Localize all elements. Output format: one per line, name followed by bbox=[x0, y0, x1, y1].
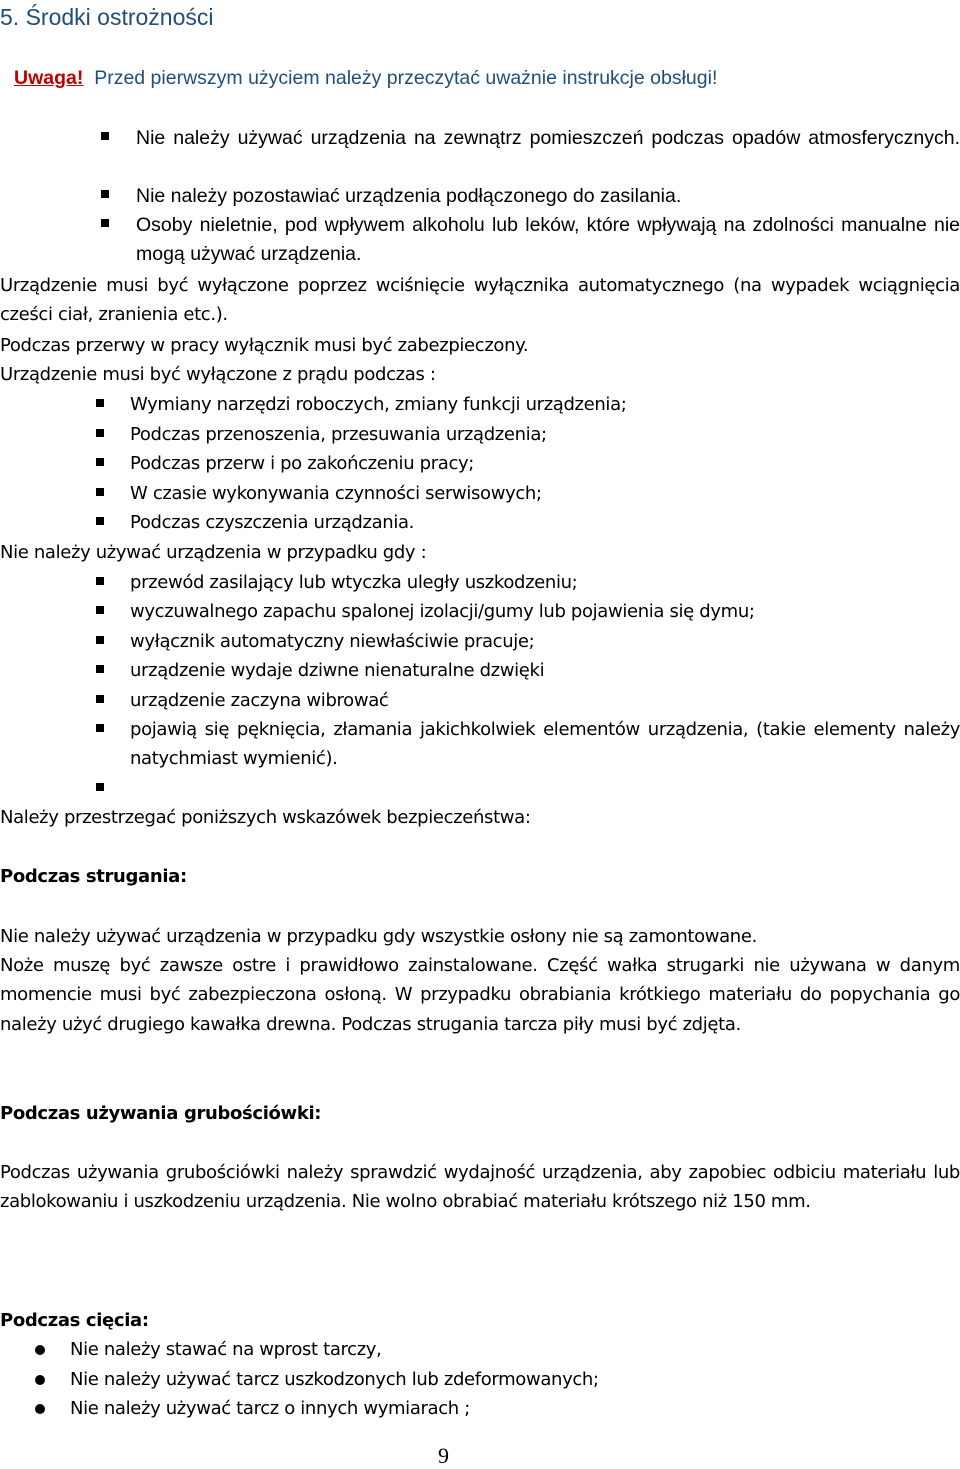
square-bullet-icon bbox=[96, 695, 104, 703]
square-bullet-icon bbox=[96, 724, 104, 732]
square-bullet-icon bbox=[96, 606, 104, 614]
list-item: przewód zasilający lub wtyczka uległy uszkodzeniu; bbox=[130, 572, 578, 593]
list-item: Nie należy używać urządzenia na zewnątrz pomieszczeń podczas opadów atmosferycznych. bbox=[136, 127, 960, 149]
list-item: pojawią się pęknięcia, złamania jakichkolwiek elementów urządzenia, (takie elementy należy natychmiast wymienić). bbox=[130, 719, 960, 770]
do-not-use-intro: Nie należy używać urządzenia w przypadku gdy : bbox=[0, 542, 427, 563]
list-item: urządzenie wydaje dziwne nienaturalne dzwięki bbox=[130, 660, 545, 681]
square-bullet-icon bbox=[96, 665, 104, 673]
list-item: wyłącznik automatyczny niewłaściwie pracuje; bbox=[130, 631, 535, 652]
page-number: 9 bbox=[438, 1443, 449, 1468]
square-bullet-icon bbox=[96, 399, 104, 407]
list-item: Nie należy stawać na wprost tarczy, bbox=[70, 1339, 382, 1360]
section-title: 5. Środki ostrożności bbox=[0, 4, 214, 30]
paragraph-switch: Urządzenie musi być wyłączone poprzez wciśnięcie wyłącznika automatycznego (na wypadek wciągnięcia cześci ciał, zranienia etc.). bbox=[0, 275, 960, 326]
list-item: Podczas przerw i po zakończeniu pracy; bbox=[130, 453, 475, 474]
list-item: Osoby nieletnie, pod wpływem alkoholu lub leków, które wpływają na zdolności manualne nie mogą używać urządzenia. bbox=[136, 214, 960, 265]
square-bullet-icon bbox=[96, 429, 104, 437]
list-item: Nie należy pozostawiać urządzenia podłączonego do zasilania. bbox=[136, 185, 682, 207]
planing-paragraph-2: Noże muszę być zawsze ostre i prawidłowo zainstalowane. Część wałka strugarki nie używana w danym momencie musi być zabezpieczona osłoną. W przypadku obrabiania krótkiego materiału do popychania go należy użyć drugiego kawałka drewna. Podczas strugania tarcza piły musi być zdjęta. bbox=[0, 955, 960, 1035]
square-bullet-icon bbox=[96, 577, 104, 585]
round-bullet-icon bbox=[35, 1375, 45, 1385]
planing-heading: Podczas strugania: bbox=[0, 866, 187, 887]
list-item: wyczuwalnego zapachu spalonej izolacji/gumy lub pojawienia się dymu; bbox=[130, 601, 755, 622]
square-bullet-icon bbox=[96, 517, 104, 525]
list-item: Podczas czyszczenia urządzania. bbox=[130, 512, 415, 533]
warning-lead: Uwaga! bbox=[14, 67, 84, 89]
list-item: Wymiany narzędzi roboczych, zmiany funkcji urządzenia; bbox=[130, 394, 627, 415]
list-item: W czasie wykonywania czynności serwisowych; bbox=[130, 483, 542, 504]
list-item: urządzenie zaczyna wibrować bbox=[130, 690, 389, 711]
square-bullet-icon bbox=[101, 219, 109, 227]
square-bullet-icon bbox=[101, 132, 109, 140]
paragraph-break: Podczas przerwy w pracy wyłącznik musi być zabezpieczony. bbox=[0, 335, 529, 356]
list-item: Nie należy używać tarcz o innych wymiarach ; bbox=[70, 1398, 470, 1419]
thicknesser-paragraph: Podczas używania grubościówki należy sprawdzić wydajność urządzenia, aby zapobiec odbiciu materiału lub zablokowaniu i uszkodzeniu urządzenia. Nie wolno obrabiać materiału krótszego niż 150 mm. bbox=[0, 1162, 960, 1213]
planing-paragraph-1: Nie należy używać urządzenia w przypadku gdy wszystkie osłony nie są zamontowane. bbox=[0, 926, 757, 947]
warning-line bbox=[14, 67, 717, 90]
thicknesser-heading: Podczas używania grubościówki: bbox=[0, 1103, 322, 1124]
square-bullet-icon bbox=[96, 783, 104, 791]
list-item: Podczas przenoszenia, przesuwania urządzenia; bbox=[130, 424, 547, 445]
square-bullet-icon bbox=[96, 488, 104, 496]
round-bullet-icon bbox=[35, 1345, 45, 1355]
round-bullet-icon bbox=[35, 1404, 45, 1414]
cutting-heading: Podczas cięcia: bbox=[0, 1310, 149, 1331]
safety-intro: Należy przestrzegać poniższych wskazówek bezpieczeństwa: bbox=[0, 807, 531, 828]
square-bullet-icon bbox=[101, 190, 109, 198]
square-bullet-icon bbox=[96, 636, 104, 644]
square-bullet-icon bbox=[96, 458, 104, 466]
power-off-intro: Urządzenie musi być wyłączone z prądu podczas : bbox=[0, 364, 436, 385]
warning-text: Przed pierwszym użyciem należy przeczytać uważnie instrukcje obsługi! bbox=[94, 67, 718, 89]
list-item: Nie należy używać tarcz uszkodzonych lub zdeformowanych; bbox=[70, 1369, 599, 1390]
